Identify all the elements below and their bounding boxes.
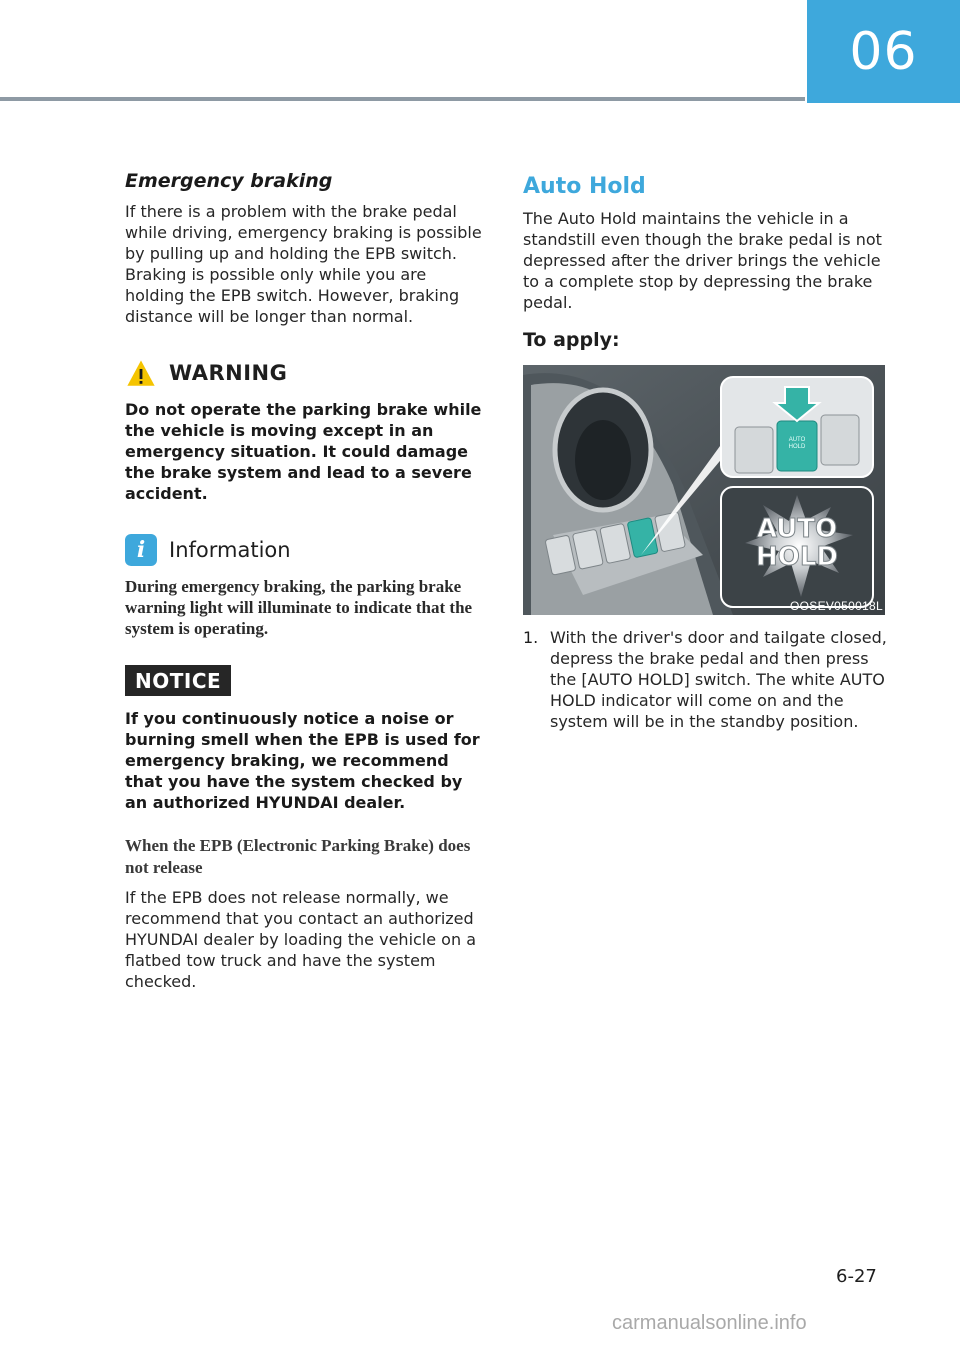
to-apply-heading: To apply: [523, 329, 620, 351]
switch-label-line-2: HOLD [788, 444, 806, 450]
emergency-braking-text: If there is a problem with the brake pedal while driving, emergency braking is possible by pulling up and holding the EPB switch. Braking is possible only while you are holding the EPB switch. However, braking distance will be longer than normal. [125, 202, 482, 326]
figure-code: OOSEV050018L [790, 599, 883, 613]
auto-hold-text: The Auto Hold maintains the vehicle in a standstill even though the brake pedal is not depressed after the driver brings the vehicle to a complete stop by depressing the brake pedal. [523, 209, 882, 312]
warning-text: Do not operate the parking brake while the vehicle is moving except in an emergency situation. It could damage the brake system and lead to a severe accident. [125, 400, 482, 503]
indicator-text-line-2: HOLD [755, 542, 839, 572]
notice-text: If you continuously notice a noise or burning smell when the EPB is used for emergency braking, we recommend that you have the system checked by an authorized HYUNDAI dealer. [125, 709, 480, 812]
chapter-number: 06 [849, 21, 918, 82]
notice-label: NOTICE [125, 665, 231, 696]
step-number: 1. [523, 628, 539, 647]
header-rule [0, 97, 805, 101]
warning-header [125, 357, 487, 389]
step-text: With the driver's door and tailgate closed, depress the brake pedal and then press the [AUTO HOLD] switch. The white AUTO HOLD indicator will come on and the system will be in the standby position. [550, 628, 887, 731]
right-column [523, 170, 888, 732]
switch-label-line-1: AUTO [788, 437, 806, 443]
information-header [125, 534, 487, 566]
warning-triangle-icon [125, 357, 157, 389]
auto-hold-heading: Auto Hold [523, 174, 646, 199]
indicator-text-line-1: AUTO [756, 514, 838, 544]
page-number: 6-27 [836, 1266, 877, 1287]
emergency-braking-heading: Emergency braking [125, 170, 333, 192]
warning-title: WARNING [169, 361, 288, 385]
chapter-tab [807, 0, 960, 103]
epb-release-text: If the EPB does not release normally, we recommend that you contact an authorized HYUNDAI dealer by loading the vehicle on a flatbed tow truck and have the system checked. [125, 888, 476, 991]
information-text: During emergency braking, the parking brake warning light will illuminate to indicate that the system is operating. [125, 577, 473, 638]
left-column [125, 170, 487, 992]
watermark: carmanualsonline.info [612, 1312, 807, 1334]
auto-hold-figure [523, 365, 885, 615]
information-icon: i [125, 534, 157, 566]
step-item [523, 627, 888, 732]
epb-release-heading: When the EPB (Electronic Parking Brake) does not release [125, 836, 471, 877]
console-illustration [523, 365, 885, 615]
information-title: Information [169, 538, 291, 562]
